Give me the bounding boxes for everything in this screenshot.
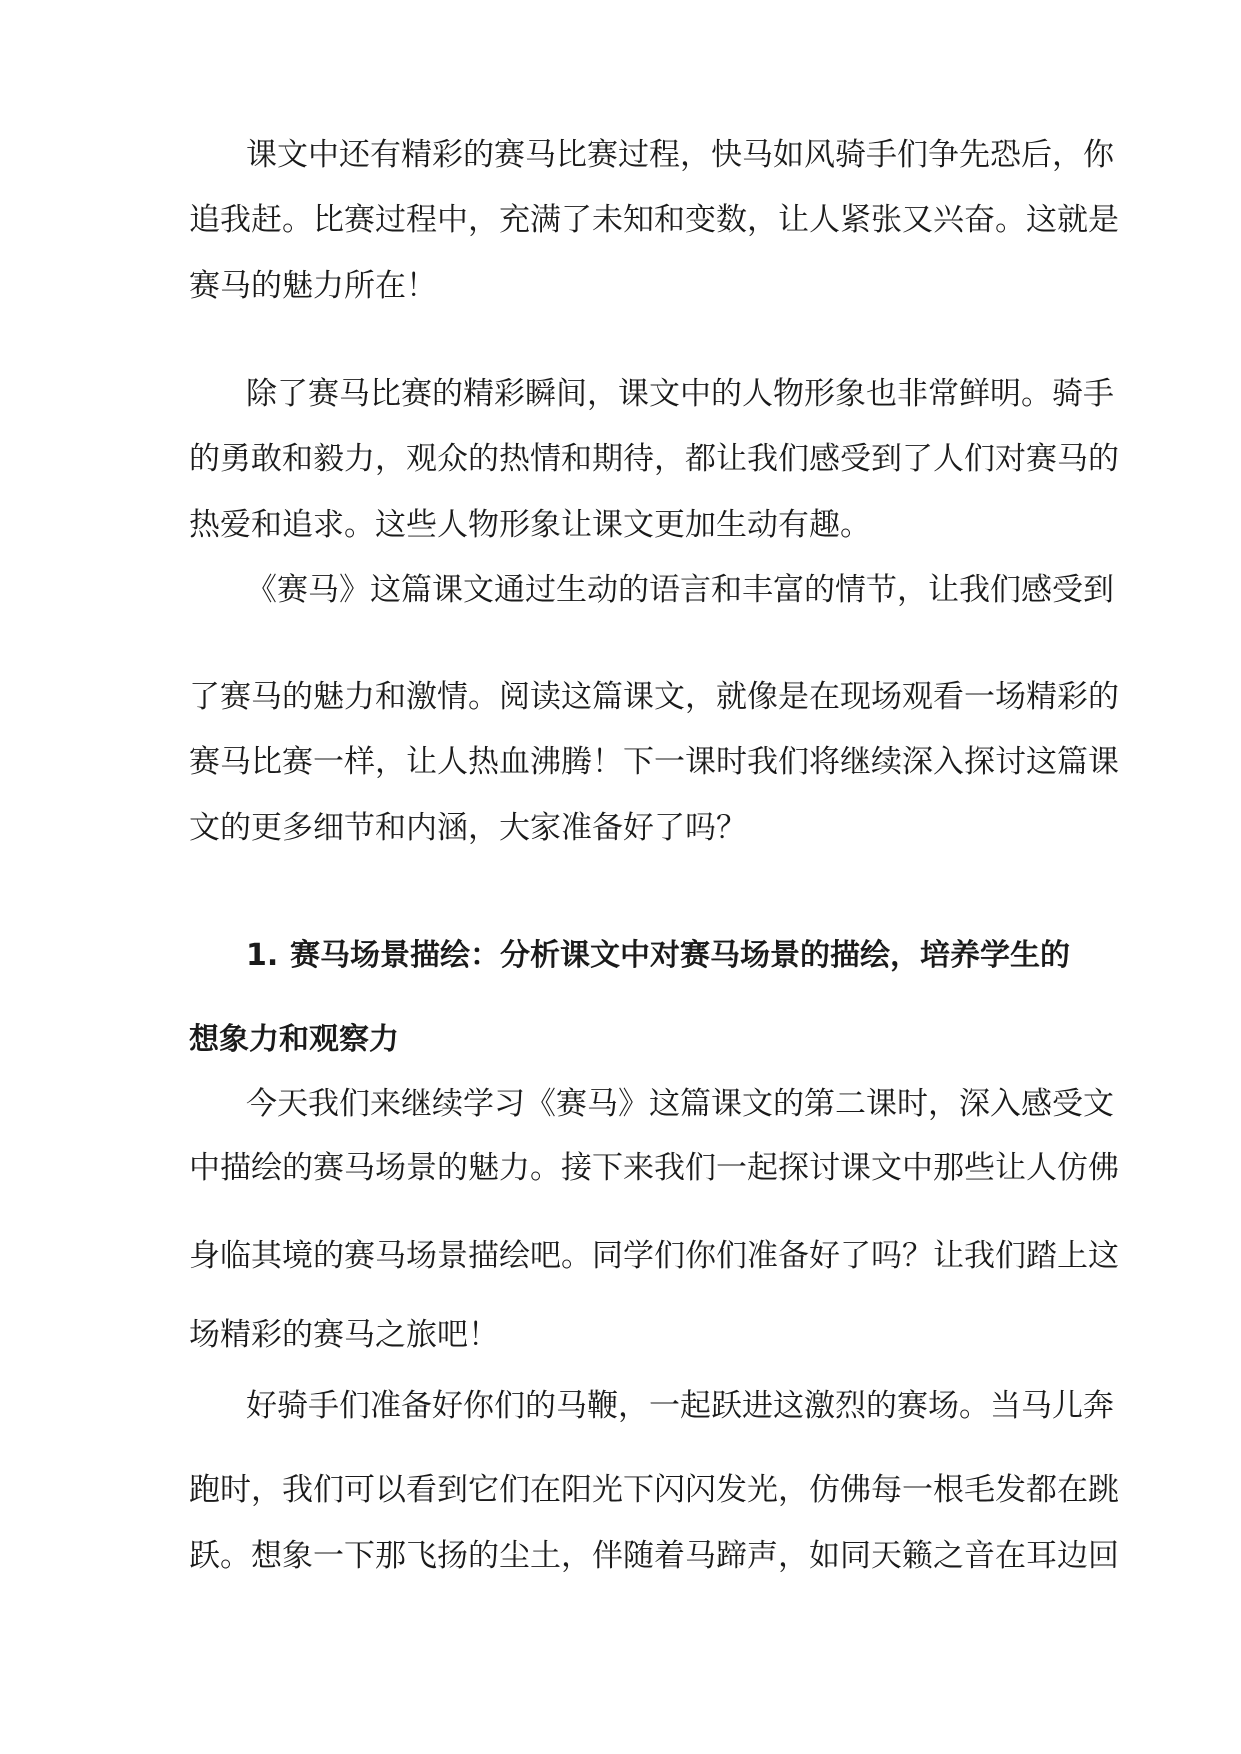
heading-line: 赛马场景描绘：分析课文中对赛马场景的描绘，培养学生的 — [290, 938, 1070, 973]
paragraph-line: 《赛马》这篇课文通过生动的语言和丰富的情节，让我们感受到 — [246, 572, 1114, 608]
paragraph-line: 了赛马的魅力和激情。阅读这篇课文，就像是在现场观看一场精彩的 — [189, 679, 1119, 715]
paragraph-line: 赛马的魅力所在！ — [189, 268, 437, 304]
paragraph-line: 文的更多细节和内涵，大家准备好了吗？ — [189, 810, 747, 846]
paragraph-line: 除了赛马比赛的精彩瞬间，课文中的人物形象也非常鲜明。骑手 — [246, 376, 1114, 412]
paragraph-line: 场精彩的赛马之旅吧！ — [189, 1317, 499, 1353]
paragraph-line: 追我赶。比赛过程中，充满了未知和变数，让人紧张又兴奋。这就是 — [189, 202, 1119, 238]
paragraph-line: 的勇敢和毅力，观众的热情和期待，都让我们感受到了人们对赛马的 — [189, 441, 1119, 477]
heading-number: 1. — [246, 938, 279, 973]
heading-line: 想象力和观察力 — [189, 1022, 399, 1057]
paragraph-line: 课文中还有精彩的赛马比赛过程，快马如风骑手们争先恐后，你 — [246, 137, 1114, 173]
paragraph-line: 热爱和追求。这些人物形象让课文更加生动有趣。 — [189, 507, 871, 543]
paragraph-line: 跑时，我们可以看到它们在阳光下闪闪发光，仿佛每一根毛发都在跳 — [189, 1472, 1119, 1508]
paragraph-line: 身临其境的赛马场景描绘吧。同学们你们准备好了吗？让我们踏上这 — [189, 1238, 1119, 1274]
paragraph-line: 中描绘的赛马场景的魅力。接下来我们一起探讨课文中那些让人仿佛 — [189, 1150, 1119, 1186]
paragraph-line: 赛马比赛一样，让人热血沸腾！下一课时我们将继续深入探讨这篇课 — [189, 744, 1119, 780]
paragraph-line: 今天我们来继续学习《赛马》这篇课文的第二课时，深入感受文 — [246, 1086, 1114, 1122]
paragraph-line: 跃。想象一下那飞扬的尘土，伴随着马蹄声，如同天籁之音在耳边回 — [189, 1538, 1119, 1574]
paragraph-line: 好骑手们准备好你们的马鞭，一起跃进这激烈的赛场。当马儿奔 — [246, 1388, 1114, 1424]
